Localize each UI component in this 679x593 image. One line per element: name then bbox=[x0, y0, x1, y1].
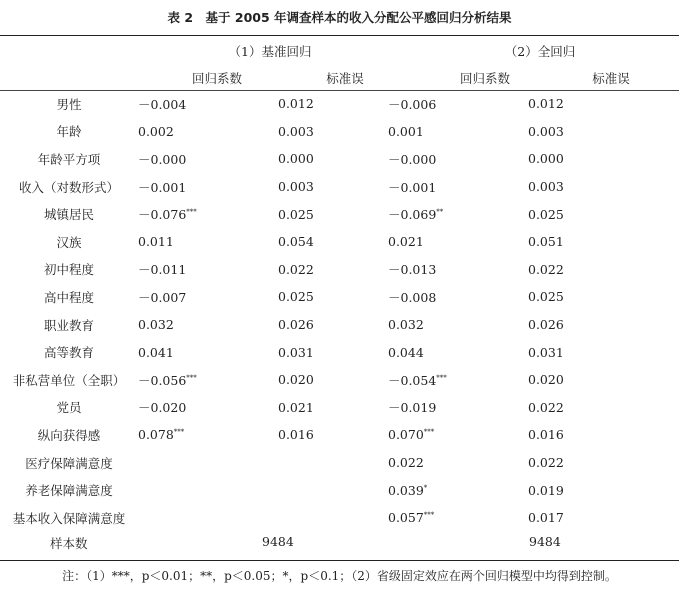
coef-1: 0.032 bbox=[138, 317, 174, 333]
subheader-se-2: 标准误 bbox=[592, 71, 630, 86]
coef-1 bbox=[138, 476, 278, 504]
sample-size-2: 9484 bbox=[529, 534, 561, 549]
coef-1: －0.020 bbox=[138, 400, 187, 416]
coef-2: 0.001 bbox=[388, 123, 424, 139]
coef-1: －0.007 bbox=[138, 289, 187, 305]
se-1: 0.020 bbox=[278, 372, 314, 388]
table-row bbox=[0, 228, 679, 256]
coef-1: 0.002 bbox=[138, 123, 174, 139]
subheader-se-1: 标准误 bbox=[326, 71, 364, 86]
coef-1: －0.056*** bbox=[138, 372, 197, 388]
regression-table bbox=[0, 90, 679, 532]
table-row bbox=[0, 366, 679, 394]
coef-1: －0.011 bbox=[138, 262, 187, 278]
se-2: 0.019 bbox=[528, 482, 564, 498]
coef-2: －0.006 bbox=[388, 96, 437, 112]
sig-stars-1: *** bbox=[186, 208, 197, 217]
se-2: 0.022 bbox=[528, 455, 564, 471]
se-2: 0.022 bbox=[528, 261, 564, 277]
group-header-2: （2）全回归 bbox=[504, 44, 576, 59]
se-2: 0.003 bbox=[528, 179, 564, 195]
table-row bbox=[0, 200, 679, 228]
row-label: 纵向获得感 bbox=[37, 427, 101, 443]
coef-1: －0.004 bbox=[138, 96, 187, 112]
table-title: 表 2 基于 2005 年调查样本的收入分配公平感回归分析结果 bbox=[167, 10, 512, 25]
se-1: 0.016 bbox=[278, 427, 314, 443]
coef-2: －0.008 bbox=[388, 289, 437, 305]
se-1 bbox=[278, 476, 388, 504]
coef-1 bbox=[138, 449, 278, 477]
se-2: 0.012 bbox=[528, 96, 564, 112]
sample-size-label: 样本数 bbox=[50, 536, 88, 551]
sig-stars-2: *** bbox=[436, 373, 447, 382]
sample-size-1: 9484 bbox=[262, 534, 294, 549]
se-1 bbox=[278, 504, 388, 532]
row-label: 养老保障满意度 bbox=[25, 483, 113, 499]
coef-2: －0.069** bbox=[388, 207, 444, 223]
row-label: 基本收入保障满意度 bbox=[12, 510, 126, 526]
se-1: 0.000 bbox=[278, 151, 314, 167]
se-2: 0.026 bbox=[528, 317, 564, 333]
se-1: 0.022 bbox=[278, 261, 314, 277]
table-row bbox=[0, 256, 679, 284]
coef-2: －0.001 bbox=[388, 179, 437, 195]
row-label: 城镇居民 bbox=[43, 207, 94, 223]
row-label: 医疗保障满意度 bbox=[25, 455, 113, 471]
row-label: 高中程度 bbox=[43, 289, 94, 305]
subheader-coef-1: 回归系数 bbox=[191, 71, 242, 86]
row-label: 年龄平方项 bbox=[37, 151, 101, 167]
coef-1: 0.041 bbox=[138, 344, 174, 360]
coef-2: 0.039* bbox=[388, 482, 428, 498]
coef-2: 0.021 bbox=[388, 234, 424, 250]
coef-2: 0.022 bbox=[388, 455, 424, 471]
se-1: 0.003 bbox=[278, 123, 314, 139]
table-row bbox=[0, 476, 679, 504]
se-1: 0.021 bbox=[278, 399, 314, 415]
se-2: 0.017 bbox=[528, 510, 564, 526]
se-1: 0.003 bbox=[278, 179, 314, 195]
row-label: 党员 bbox=[56, 400, 82, 416]
table-row bbox=[0, 394, 679, 422]
bottom-rule bbox=[0, 560, 679, 561]
coef-1: －0.001 bbox=[138, 179, 187, 195]
row-label: 高等教育 bbox=[43, 345, 94, 361]
table-row bbox=[0, 145, 679, 173]
se-2: 0.016 bbox=[528, 427, 564, 443]
coef-1: 0.078*** bbox=[138, 427, 185, 443]
coef-2: 0.070*** bbox=[388, 427, 435, 443]
sig-stars-2: ** bbox=[436, 208, 444, 217]
top-rule bbox=[0, 35, 679, 36]
table-note: 注：（1）***，p＜0.01；**，p＜0.05；*，p＜0.1；（2）省级固定效应在两个回归模型中均得到控制。 bbox=[62, 569, 617, 583]
se-1: 0.054 bbox=[278, 234, 314, 250]
group-header-1: （1）基准回归 bbox=[228, 44, 312, 59]
row-label: 非私营单位（全职） bbox=[12, 372, 126, 388]
table-row bbox=[0, 118, 679, 146]
coef-2: －0.054*** bbox=[388, 372, 447, 388]
coef-1: －0.076*** bbox=[138, 207, 197, 223]
se-2: 0.051 bbox=[528, 234, 564, 250]
row-label: 汉族 bbox=[56, 234, 82, 250]
table-row bbox=[0, 90, 679, 118]
sig-stars-2: * bbox=[423, 483, 428, 492]
se-2: 0.020 bbox=[528, 372, 564, 388]
se-2: 0.022 bbox=[528, 399, 564, 415]
se-1: 0.031 bbox=[278, 344, 314, 360]
subheader-coef-2: 回归系数 bbox=[459, 71, 510, 86]
table-row bbox=[0, 421, 679, 449]
coef-2: 0.057*** bbox=[388, 510, 435, 526]
table-row bbox=[0, 311, 679, 339]
coef-2: －0.013 bbox=[388, 262, 437, 278]
se-2: 0.000 bbox=[528, 151, 564, 167]
table-row bbox=[0, 504, 679, 532]
table-row bbox=[0, 338, 679, 366]
coef-2: －0.019 bbox=[388, 400, 437, 416]
row-label: 职业教育 bbox=[43, 317, 94, 333]
table-row bbox=[0, 449, 679, 477]
coef-2: 0.032 bbox=[388, 317, 424, 333]
coef-1 bbox=[138, 504, 278, 532]
sig-stars-1: *** bbox=[173, 428, 185, 437]
se-1: 0.026 bbox=[278, 317, 314, 333]
table-row bbox=[0, 173, 679, 201]
sig-stars-1: *** bbox=[186, 373, 197, 382]
coef-1: 0.011 bbox=[138, 234, 174, 250]
se-2: 0.031 bbox=[528, 344, 564, 360]
table-row bbox=[0, 283, 679, 311]
row-label: 初中程度 bbox=[43, 262, 94, 278]
coef-2: 0.044 bbox=[388, 344, 424, 360]
se-2: 0.025 bbox=[528, 206, 564, 222]
se-2: 0.025 bbox=[528, 289, 564, 305]
coef-2: －0.000 bbox=[388, 151, 437, 167]
se-2: 0.003 bbox=[528, 123, 564, 139]
coef-1: －0.000 bbox=[138, 151, 187, 167]
row-label: 收入（对数形式） bbox=[18, 179, 119, 195]
se-1: 0.025 bbox=[278, 206, 314, 222]
sig-stars-2: *** bbox=[423, 511, 435, 520]
se-1 bbox=[278, 449, 388, 477]
se-1: 0.025 bbox=[278, 289, 314, 305]
sig-stars-2: *** bbox=[423, 428, 435, 437]
row-label: 年龄 bbox=[56, 124, 82, 140]
se-1: 0.012 bbox=[278, 96, 314, 112]
row-label: 男性 bbox=[56, 96, 82, 112]
